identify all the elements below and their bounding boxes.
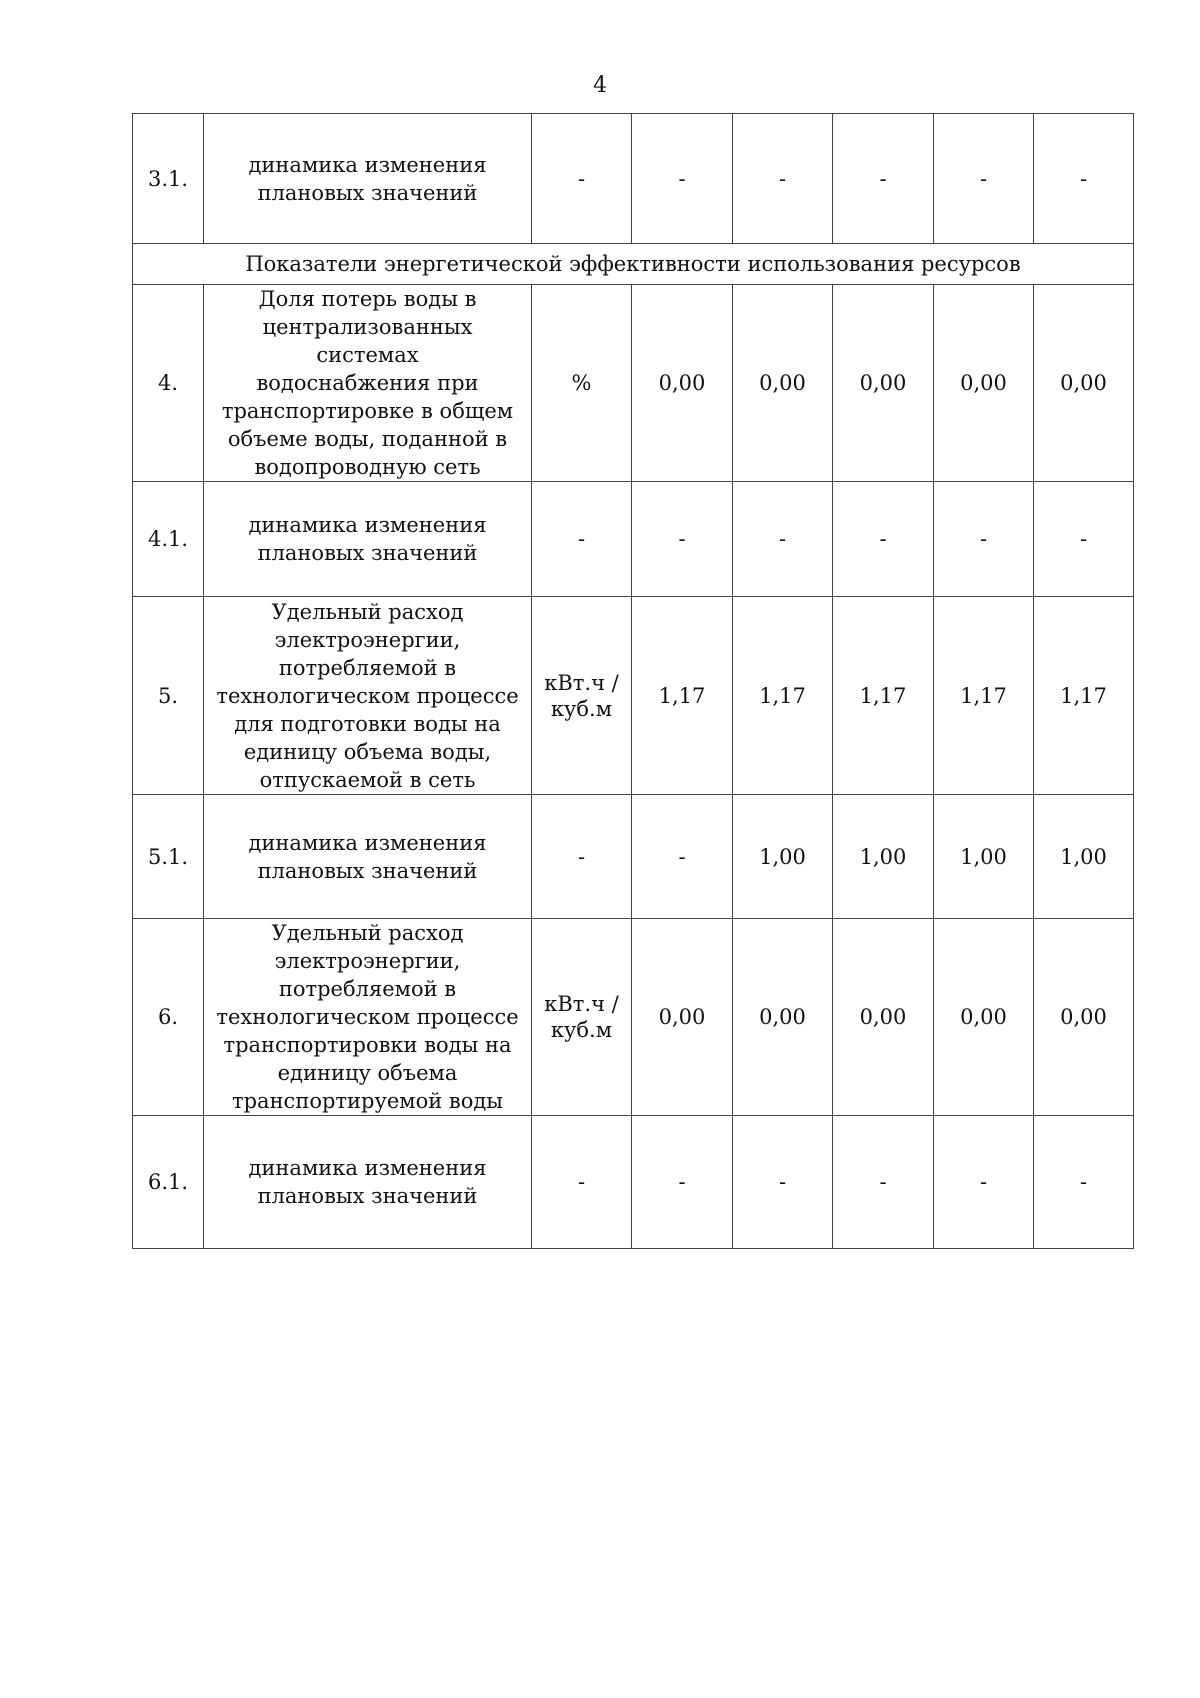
indicators-table <box>132 113 1134 1249</box>
value-cell: 0,00 <box>1034 919 1134 1116</box>
value-cell: 0,00 <box>1034 285 1134 482</box>
value-cell: 0,00 <box>632 919 733 1116</box>
value-cell: 1,00 <box>934 795 1034 919</box>
value-cell: - <box>833 1116 934 1249</box>
value-cell: 1,00 <box>733 795 833 919</box>
value-cell: 1,17 <box>833 597 934 795</box>
value-cell: - <box>833 482 934 597</box>
indicator-name: Удельный расход электроэнергии, потребляемой в технологическом процессе транспортировки воды на единицу объема транспортируемой воды <box>204 919 532 1116</box>
value-cell: 0,00 <box>733 285 833 482</box>
unit-cell: - <box>532 114 632 244</box>
unit-cell: % <box>532 285 632 482</box>
value-cell: - <box>632 1116 733 1249</box>
value-cell: - <box>934 482 1034 597</box>
row-number: 5.1. <box>133 795 204 919</box>
value-cell: - <box>632 114 733 244</box>
value-cell: 1,00 <box>833 795 934 919</box>
indicator-name: динамика изменения плановых значений <box>204 482 532 597</box>
row-number: 6. <box>133 919 204 1116</box>
unit-cell: кВт.ч / куб.м <box>532 919 632 1116</box>
row-number: 3.1. <box>133 114 204 244</box>
row-number: 6.1. <box>133 1116 204 1249</box>
value-cell: - <box>632 795 733 919</box>
row-number: 5. <box>133 597 204 795</box>
value-cell: 1,00 <box>1034 795 1134 919</box>
value-cell: - <box>934 1116 1034 1249</box>
value-cell: - <box>733 114 833 244</box>
indicator-name: динамика изменения плановых значений <box>204 1116 532 1249</box>
table-row <box>133 795 1134 919</box>
table-row <box>133 919 1134 1116</box>
table-row <box>133 1116 1134 1249</box>
value-cell: - <box>632 482 733 597</box>
value-cell: 0,00 <box>833 285 934 482</box>
value-cell: - <box>733 482 833 597</box>
table-row <box>133 285 1134 482</box>
value-cell: 0,00 <box>632 285 733 482</box>
indicator-name: Удельный расход электроэнергии, потребляемой в технологическом процессе для подготовки воды на единицу объема воды, отпускаемой в сеть <box>204 597 532 795</box>
section-header-row <box>133 244 1134 285</box>
value-cell: 1,17 <box>1034 597 1134 795</box>
value-cell: 1,17 <box>632 597 733 795</box>
value-cell: 0,00 <box>934 919 1034 1116</box>
unit-cell: - <box>532 482 632 597</box>
indicator-name: динамика изменения плановых значений <box>204 114 532 244</box>
row-number: 4. <box>133 285 204 482</box>
table-row <box>133 597 1134 795</box>
unit-cell: - <box>532 1116 632 1249</box>
value-cell: 0,00 <box>733 919 833 1116</box>
unit-cell: кВт.ч / куб.м <box>532 597 632 795</box>
value-cell: 0,00 <box>934 285 1034 482</box>
table-row <box>133 114 1134 244</box>
section-header: Показатели энергетической эффективности использования ресурсов <box>133 244 1134 285</box>
value-cell: 1,17 <box>733 597 833 795</box>
indicator-name: Доля потерь воды в централизованных системах водоснабжения при транспортировке в общем объеме воды, поданной в водопроводную сеть <box>204 285 532 482</box>
value-cell: - <box>833 114 934 244</box>
value-cell: 0,00 <box>833 919 934 1116</box>
unit-cell: - <box>532 795 632 919</box>
row-number: 4.1. <box>133 482 204 597</box>
value-cell: - <box>1034 1116 1134 1249</box>
indicator-name: динамика изменения плановых значений <box>204 795 532 919</box>
value-cell: 1,17 <box>934 597 1034 795</box>
value-cell: - <box>1034 114 1134 244</box>
value-cell: - <box>934 114 1034 244</box>
value-cell: - <box>1034 482 1134 597</box>
page-number: 4 <box>593 73 607 98</box>
value-cell: - <box>733 1116 833 1249</box>
table-row <box>133 482 1134 597</box>
